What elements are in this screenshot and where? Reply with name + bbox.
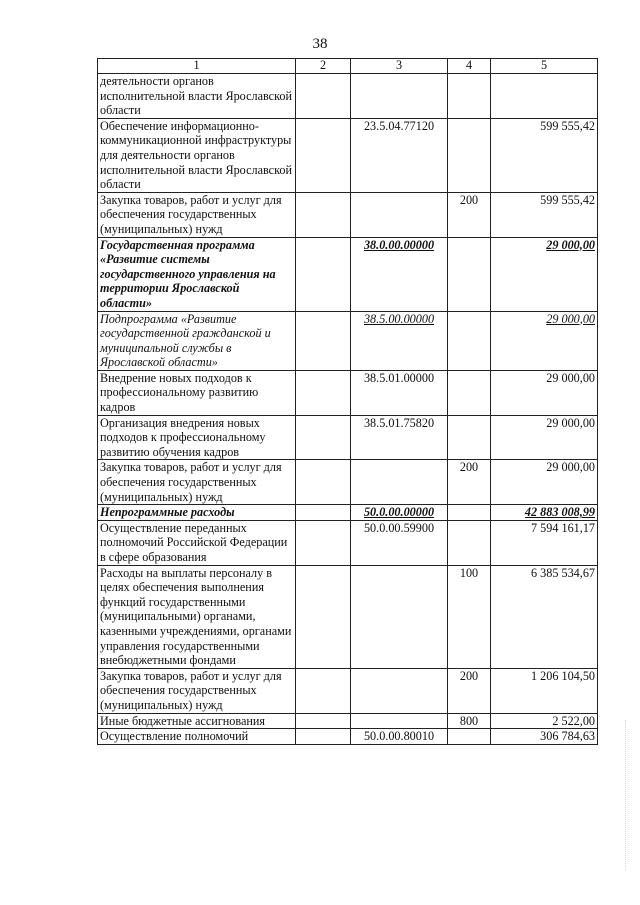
row-col2-cell xyxy=(296,668,351,713)
table-row xyxy=(98,460,598,505)
row-col2-cell xyxy=(296,520,351,565)
row-code-cell-text: 38.0.00.00000 xyxy=(363,237,435,252)
row-code-cell xyxy=(351,237,448,311)
row-name-cell xyxy=(98,668,296,713)
row-amount-cell-text: 29 000,00 xyxy=(546,460,595,475)
row-code-cell-text: 50.0.00.00000 xyxy=(363,505,435,520)
row-col2-cell xyxy=(296,729,351,745)
row-code-cell xyxy=(351,713,448,729)
row-name-cell-text: Обеспечение информационно-коммуникационной инфраструктуры для деятельности органов исполнительной власти Ярославской области xyxy=(100,118,292,192)
row-code-cell xyxy=(351,505,448,521)
row-name-cell xyxy=(98,520,296,565)
row-amount-cell xyxy=(491,74,598,119)
row-expense-type-cell-text: 200 xyxy=(459,668,479,683)
row-name-cell-text: Расходы на выплаты персоналу в целях обеспечения выполнения функций государственными (муниципальными) органами, казенными учреждениями, органами управления государственными внебюджетными фондами xyxy=(100,565,292,668)
row-col2-cell xyxy=(296,192,351,237)
row-amount-cell-text: 599 555,42 xyxy=(540,192,595,207)
row-code-cell xyxy=(351,311,448,370)
row-amount-cell-text: 1 206 104,50 xyxy=(531,668,595,683)
table-header-row xyxy=(98,59,598,74)
row-code-cell xyxy=(351,520,448,565)
row-expense-type-cell xyxy=(448,729,491,745)
row-amount-cell-text: 42 883 008,99 xyxy=(524,505,595,520)
row-amount-cell-text: 29 000,00 xyxy=(546,370,595,385)
row-col2-cell xyxy=(296,74,351,119)
row-amount-cell-text: 29 000,00 xyxy=(546,311,595,326)
row-amount-cell xyxy=(491,370,598,415)
table-row xyxy=(98,668,598,713)
row-col2-cell xyxy=(296,713,351,729)
row-amount-cell xyxy=(491,460,598,505)
row-name-cell xyxy=(98,460,296,505)
row-code-cell-text: 38.5.01.00000 xyxy=(363,370,435,385)
header-col-5: 5 xyxy=(491,59,598,74)
row-amount-cell xyxy=(491,729,598,745)
row-name-cell-text: Непрограммные расходы xyxy=(100,505,235,520)
row-code-cell-text: 38.5.00.00000 xyxy=(363,311,435,326)
row-amount-cell-text: 306 784,63 xyxy=(540,729,595,744)
row-amount-cell xyxy=(491,311,598,370)
row-code-cell xyxy=(351,729,448,745)
row-expense-type-cell xyxy=(448,668,491,713)
row-code-cell-text: 23.5.04.77120 xyxy=(363,118,435,133)
row-amount-cell xyxy=(491,565,598,668)
row-name-cell-text: Внедрение новых подходов к профессиональному развитию кадров xyxy=(100,370,259,415)
row-name-cell-text: деятельности органов исполнительной власти Ярославской области xyxy=(100,74,292,118)
table-row xyxy=(98,192,598,237)
page-number: 38 xyxy=(312,36,328,52)
table-row xyxy=(98,118,598,192)
row-code-cell-text: 38.5.01.75820 xyxy=(363,415,435,430)
row-name-cell-text: Организация внедрения новых подходов к профессиональному развитию обучения кадров xyxy=(100,415,266,459)
row-col2-cell xyxy=(296,505,351,521)
row-expense-type-cell xyxy=(448,565,491,668)
row-expense-type-cell-text: 800 xyxy=(459,713,479,728)
table-row xyxy=(98,565,598,668)
row-expense-type-cell xyxy=(448,237,491,311)
row-name-cell-text: Закупка товаров, работ и услуг для обеспечения государственных (муниципальных) нужд xyxy=(100,460,282,504)
row-name-cell-text: Закупка товаров, работ и услуг для обеспечения государственных (муниципальных) нужд xyxy=(100,668,282,712)
budget-table xyxy=(97,58,598,745)
row-name-cell-text: Осуществление полномочий xyxy=(100,729,249,744)
row-col2-cell xyxy=(296,565,351,668)
row-name-cell-text: Подпрограмма «Развитие государственной гражданской и муниципальной службы в Ярославской области» xyxy=(100,311,271,370)
row-expense-type-cell xyxy=(448,460,491,505)
row-name-cell xyxy=(98,118,296,192)
row-expense-type-cell xyxy=(448,713,491,729)
row-amount-cell xyxy=(491,713,598,729)
row-name-cell xyxy=(98,74,296,119)
row-code-cell xyxy=(351,118,448,192)
row-amount-cell xyxy=(491,505,598,521)
row-amount-cell-text: 7 594 161,17 xyxy=(531,520,595,535)
row-expense-type-cell-text: 200 xyxy=(459,192,479,207)
row-amount-cell xyxy=(491,192,598,237)
row-name-cell xyxy=(98,237,296,311)
row-col2-cell xyxy=(296,237,351,311)
row-code-cell-text: 50.0.00.59900 xyxy=(363,520,435,535)
row-amount-cell xyxy=(491,415,598,460)
row-code-cell xyxy=(351,460,448,505)
row-amount-cell xyxy=(491,520,598,565)
row-expense-type-cell xyxy=(448,74,491,119)
row-expense-type-cell xyxy=(448,505,491,521)
row-amount-cell-text: 599 555,42 xyxy=(540,118,595,133)
table-row xyxy=(98,370,598,415)
row-name-cell xyxy=(98,729,296,745)
row-amount-cell-text: 29 000,00 xyxy=(546,415,595,430)
table-row xyxy=(98,74,598,119)
header-col-2: 2 xyxy=(296,59,351,74)
row-name-cell xyxy=(98,565,296,668)
row-name-cell xyxy=(98,415,296,460)
row-col2-cell xyxy=(296,460,351,505)
row-name-cell-text: Иные бюджетные ассигнования xyxy=(100,713,266,728)
row-code-cell xyxy=(351,370,448,415)
row-name-cell xyxy=(98,311,296,370)
row-code-cell xyxy=(351,192,448,237)
row-expense-type-cell xyxy=(448,311,491,370)
table-body xyxy=(98,74,598,745)
table-row xyxy=(98,311,598,370)
row-col2-cell xyxy=(296,311,351,370)
row-name-cell xyxy=(98,370,296,415)
row-name-cell-text: Государственная программа «Развитие системы государственного управления на территории Ярославской области» xyxy=(100,237,276,310)
row-expense-type-cell xyxy=(448,118,491,192)
row-name-cell xyxy=(98,505,296,521)
row-amount-cell xyxy=(491,118,598,192)
row-code-cell xyxy=(351,74,448,119)
table-row xyxy=(98,415,598,460)
row-expense-type-cell xyxy=(448,415,491,460)
row-name-cell-text: Закупка товаров, работ и услуг для обеспечения государственных (муниципальных) нужд xyxy=(100,192,282,236)
table-row xyxy=(98,505,598,521)
row-amount-cell-text: 29 000,00 xyxy=(546,237,595,252)
row-col2-cell xyxy=(296,415,351,460)
table-row xyxy=(98,729,598,745)
row-code-cell xyxy=(351,668,448,713)
row-code-cell xyxy=(351,565,448,668)
header-col-4: 4 xyxy=(448,59,491,74)
row-amount-cell-text: 2 522,00 xyxy=(552,713,595,728)
table-row xyxy=(98,520,598,565)
header-col-1: 1 xyxy=(98,59,296,74)
row-expense-type-cell xyxy=(448,370,491,415)
header-col-3: 3 xyxy=(351,59,448,74)
row-amount-cell xyxy=(491,237,598,311)
row-amount-cell xyxy=(491,668,598,713)
row-code-cell-text: 50.0.00.80010 xyxy=(363,729,435,744)
table-row xyxy=(98,713,598,729)
row-name-cell-text: Осуществление переданных полномочий Российской Федерации в сфере образования xyxy=(100,520,288,564)
row-expense-type-cell xyxy=(448,520,491,565)
row-col2-cell xyxy=(296,370,351,415)
row-name-cell xyxy=(98,713,296,729)
row-expense-type-cell-text: 100 xyxy=(459,565,479,580)
row-amount-cell-text: 6 385 534,67 xyxy=(531,565,595,580)
row-name-cell xyxy=(98,192,296,237)
table-row xyxy=(98,237,598,311)
row-expense-type-cell xyxy=(448,192,491,237)
row-expense-type-cell-text: 200 xyxy=(459,460,479,475)
row-code-cell xyxy=(351,415,448,460)
row-col2-cell xyxy=(296,118,351,192)
margin-stamp-mark xyxy=(625,720,634,870)
